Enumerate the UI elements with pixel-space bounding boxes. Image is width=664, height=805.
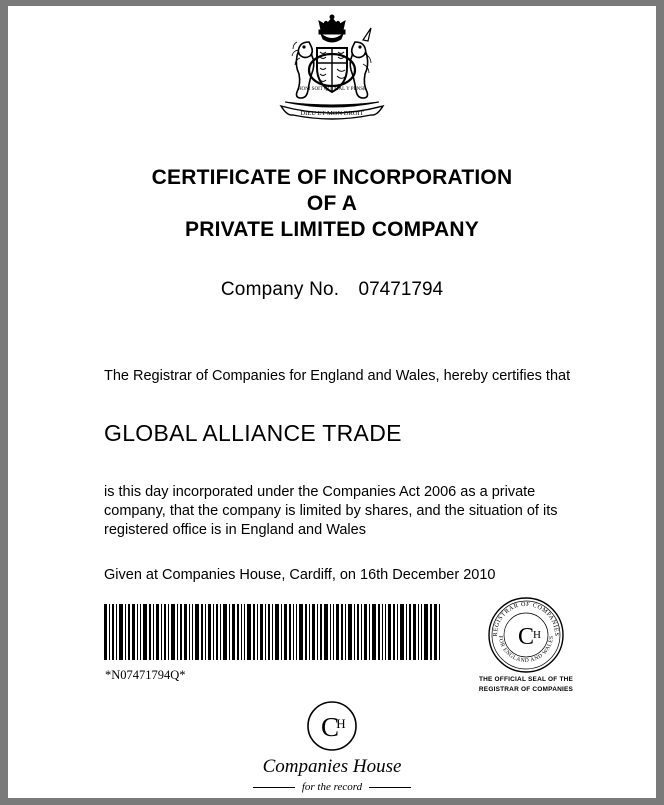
- official-seal: [474, 596, 578, 694]
- certificate-body: [8, 367, 656, 585]
- incorporation-statement: is this day incorporated under the Companies Act 2006 as a private company, that the company is limited by shares, and the situation of its registered office is in England and Wales: [104, 484, 558, 538]
- svg-text:FOR ENGLAND AND WALES: FOR ENGLAND AND WALES: [496, 635, 556, 665]
- barcode-text: *N07471794Q*: [105, 668, 186, 682]
- barcode-and-seal-row: [8, 596, 656, 706]
- company-number: [8, 279, 656, 301]
- certificate-page: [8, 6, 656, 798]
- svg-text:C: C: [320, 712, 340, 742]
- companies-house-monogram-icon: [306, 700, 358, 752]
- svg-text:HONI SOIT QUI MAL Y PENSE: HONI SOIT QUI MAL Y PENSE: [297, 87, 367, 92]
- given-at-statement: Given at Companies House, Cardiff, on 16th December 2010: [104, 567, 496, 583]
- title-line-2: OF A: [306, 192, 358, 215]
- svg-text:H: H: [336, 716, 346, 731]
- svg-text:H: H: [533, 629, 541, 641]
- seal-caption-line-2: REGISTRAR OF COMPANIES: [478, 686, 574, 693]
- title-line-3: PRIVATE LIMITED COMPANY: [185, 218, 479, 241]
- company-name: GLOBAL ALLIANCE TRADE: [104, 420, 402, 446]
- certificate-title: [8, 165, 656, 243]
- barcode: [104, 604, 442, 660]
- royal-coat-of-arms-icon: [257, 14, 407, 137]
- seal-circle-icon: [487, 596, 565, 674]
- company-number-label: Company No.: [220, 279, 340, 300]
- seal-caption-line-1: THE OFFICIAL SEAL OF THE: [478, 676, 574, 683]
- tagline-rule-left: [253, 787, 295, 788]
- svg-text:C: C: [517, 624, 535, 650]
- companies-house-tagline: for the record: [301, 781, 363, 793]
- companies-house-name: Companies House: [262, 756, 402, 777]
- title-line-1: CERTIFICATE OF INCORPORATION: [151, 166, 513, 189]
- svg-text:REGISTRAR OF COMPANIES: REGISTRAR OF COMPANIES: [491, 600, 561, 637]
- svg-text:DIEU ET MON DROIT: DIEU ET MON DROIT: [300, 110, 364, 117]
- company-number-value: 07471794: [358, 279, 444, 300]
- registrar-statement: The Registrar of Companies for England and Wales, hereby certifies that: [104, 368, 571, 384]
- companies-house-tagline-row: [8, 781, 656, 793]
- royal-crest-container: [8, 6, 656, 137]
- tagline-rule-right: [369, 787, 411, 788]
- companies-house-footer: [8, 700, 656, 793]
